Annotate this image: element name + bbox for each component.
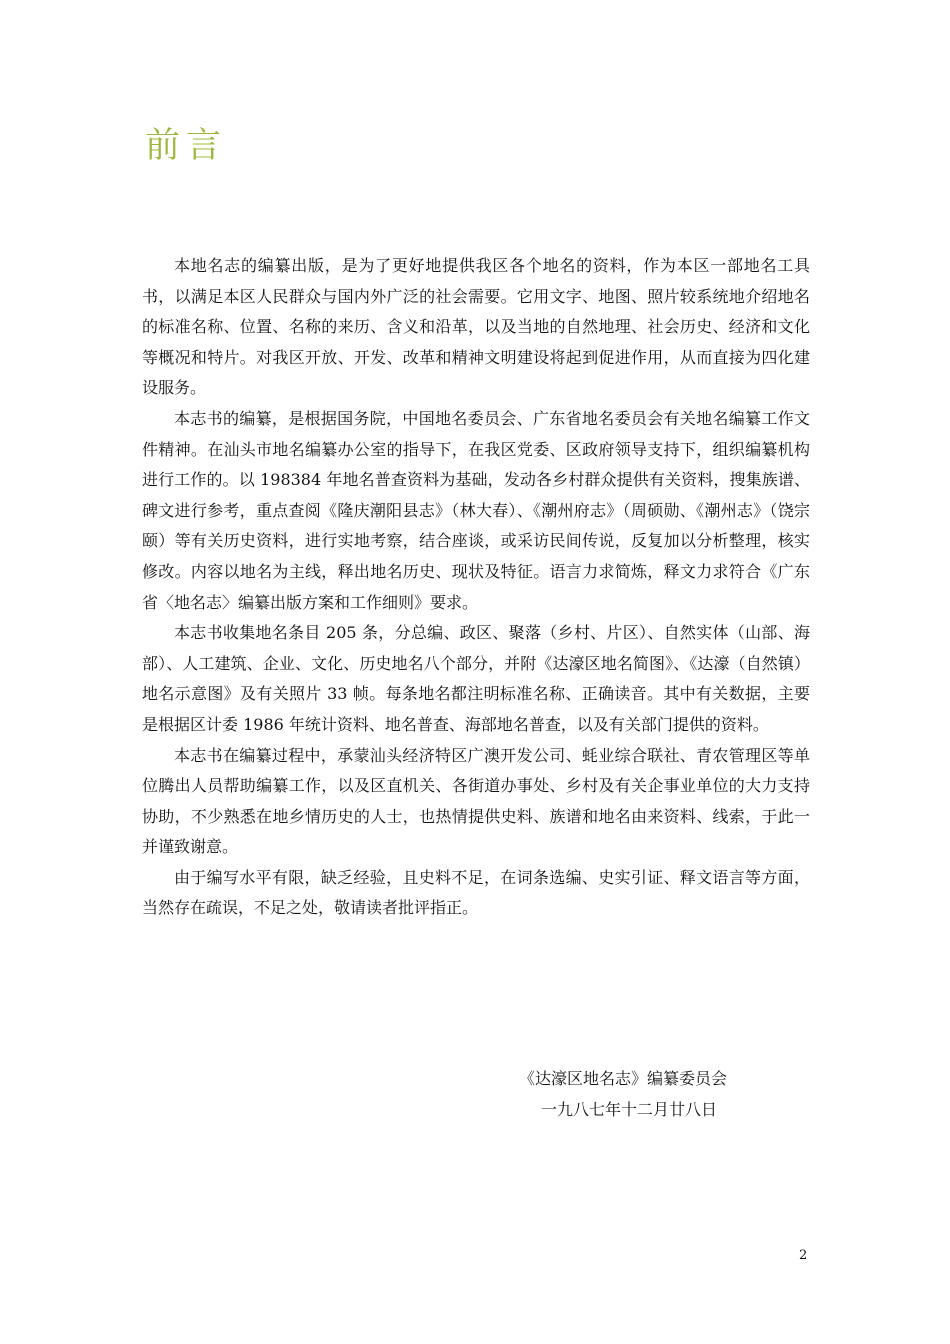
paragraph: 本志书在编纂过程中，承蒙汕头经济特区广澳开发公司、蚝业综合联社、青农管理区等单位腾出人员帮助编纂工作，以及区直机关、各街道办事处、乡村及有关企事业单位的大力支持协助，不少熟悉在地乡情历史的人士，也热情提供史料、族谱和地名由来资料、线索，于此一并谨致谢意。 bbox=[142, 745, 810, 857]
page-title: 前言 bbox=[145, 126, 228, 166]
page-number: 2 bbox=[799, 1248, 808, 1263]
signature-block bbox=[519, 1064, 759, 1125]
preface-body bbox=[142, 251, 810, 924]
paragraph: 由于编写水平有限，缺乏经验，且史料不足，在词条选编、史实引证、释文语言等方面，当然存在疏误，不足之处，敬请读者批评指正。 bbox=[142, 867, 810, 918]
signature-committee: 《达濠区地名志》编纂委员会 bbox=[519, 1069, 728, 1088]
paragraph: 本地名志的编纂出版，是为了更好地提供我区各个地名的资料，作为本区一部地名工具书，以满足本区人民群众与国内外广泛的社会需要。它用文字、地图、照片较系统地介绍地名的标准名称、位置、名称的来历、含义和沿革，以及当地的自然地理、社会历史、经济和文化等概况和特片。对我区开放、开发、改革和精神文明建设将起到促进作用，从而直接为四化建设服务。 bbox=[142, 256, 810, 398]
signature-date: 一九八七年十二月廿八日 bbox=[541, 1099, 718, 1119]
paragraph: 本志书收集地名条目 205 条，分总编、政区、聚落（乡村、片区）、自然实体（山部、海部）、人工建筑、企业、文化、历史地名八个部分，并附《达濠区地名简图》、《达濠（自然镇）地名示意图》及有关照片 33 帧。每条地名都注明标准名称、正确读音。其中有关数据，主要是根据区计委 1986 年统计资料、地名普查、海部地名普查，以及有关部门提供的资料。 bbox=[142, 623, 810, 734]
paragraph: 本志书的编纂，是根据国务院，中国地名委员会、广东省地名委员会有关地名编纂工作文件精神。在汕头市地名编纂办公室的指导下，在我区党委、区政府领导支持下，组织编纂机构进行工作的。以 198384 年地名普查资料为基础，发动各乡村群众提供有关资料，搜集族谱、碑文进行参考，重点查阅《隆庆潮阳县志》（林大春）、《潮州府志》（周硕勋、《潮州志》（饶宗颐）等有关历史资料，进行实地考察，结合座谈，或采访民间传说，反复加以分析整理，核实修改。内容以地名为主线，释出地名历史、现状及特征。语言力求简炼，释文力求符合《广东省〈地名志〉编纂出版方案和工作细则》要求。 bbox=[142, 408, 810, 612]
